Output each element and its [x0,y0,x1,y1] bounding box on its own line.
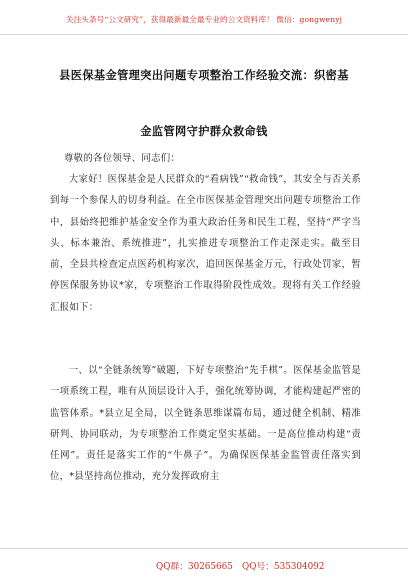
header-banner-text: 关注头条号“公文研究”，获得最新最全最专业的公文资料库！ 微信：gongwenyj [65,15,343,24]
body-paragraph-2: 一、以“全链条统筹”破题，下好专项整治“先手棋”。医保基金监管是一项系统工程，唯有从顶层设计入手，强化统筹协调，才能构建起严密的监管体系。*县立足全局，以全链条思维谋篇布局，通过健全机制、精准研判、协同联动，为专项整治工作奠定坚实基础。一是高位推动构建“责任网”。责任是落实工作的“牛鼻子”。为确保医保基金监管责任落实到位，*县坚持高位推动，充分发挥政府主 [50,365,361,483]
document-title-line-2: 金监管网守护群众救命钱 [140,124,268,138]
salutation: 尊敬的各位领导、同志们： [64,153,181,164]
footer-contact-bar [0,548,408,581]
document-title-line-1: 县医保基金管理突出问题专项整治工作经验交流：织密基 [59,68,349,82]
header-banner [0,0,408,35]
footer-qq-number: QQ号：535304092 [242,562,325,572]
footer-qq-group: QQ群：30265665 [156,562,233,572]
body-paragraph-1: 大家好！医保基金是人民群众的“看病钱”“救命钱”，其安全与否关系到每一个参保人的切身利益。在全市医保基金管理突出问题专项整治工作中，县始终把维护基金安全作为重大政治任务和民生工程，坚持“严字当头、标本兼治、系统推进”，扎实推进专项整治工作走深走实。截至目前，全县共检查定点医药机构家次，追回医保基金万元，行政处罚家，暂停医保服务协议*家，专项整治工作取得阶段性成效。现将有关工作经验汇报如下： [50,174,361,313]
